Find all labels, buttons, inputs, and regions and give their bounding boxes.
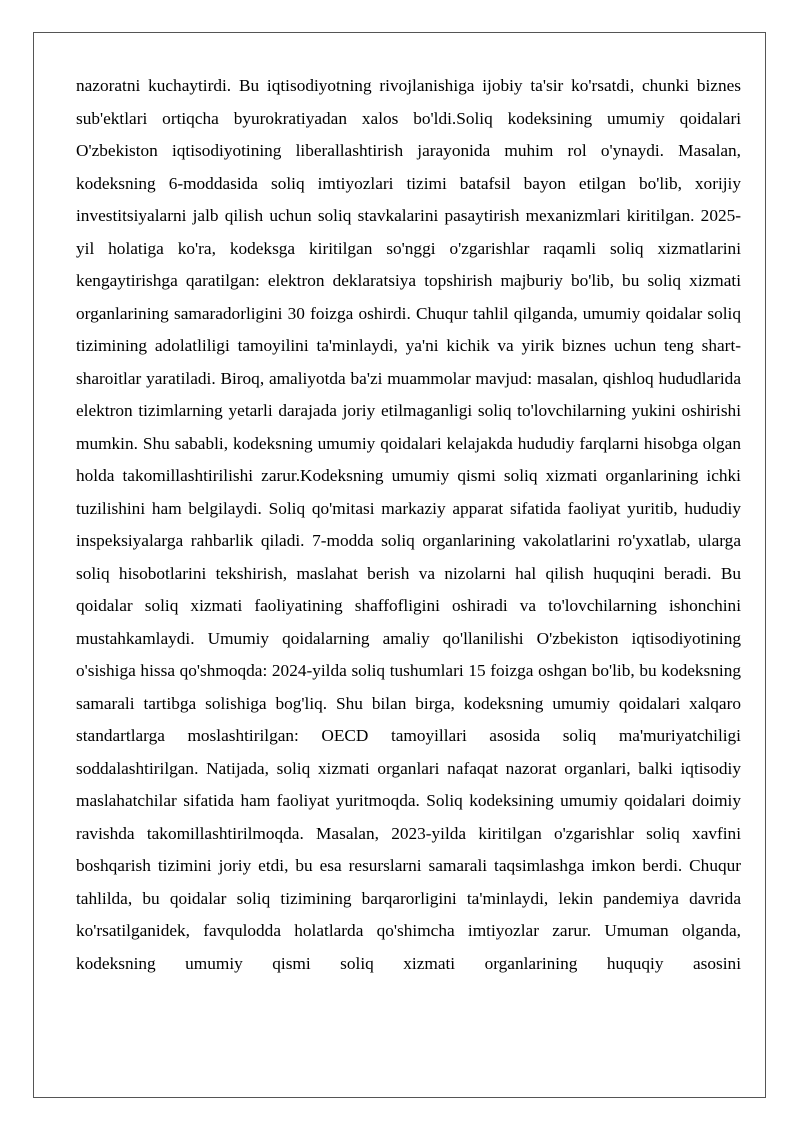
body-paragraph: nazoratni kuchaytirdi. Bu iqtisodiyotning rivojlanishiga ijobiy ta'sir ko'rsatdi, chunki biznes sub'ektlari ortiqcha byurokratiyadan xalos bo'ldi.Soliq kodeksining umumiy qoidalari O'zbekiston iqtisodiyotining liberallashtirish jarayonida muhim rol o'ynaydi. Masalan, kodeksning 6-moddasida soliq imtiyozlari tizimi batafsil bayon etilgan bo'lib, xorijiy investitsiyalarni jalb qilish uchun soliq stavkalarini pasaytirish mexanizmlari kiritilgan. 2025-yil holatiga ko'ra, kodeksga kiritilgan so'nggi o'zgarishlar raqamli soliq xizmatlarini kengaytirishga qaratilgan: elektron deklaratsiya topshirish majburiy bo'lib, bu soliq xizmati organlarining samaradorligini 30 foizga oshirdi. Chuqur tahlil qilganda, umumiy qoidalar soliq tizimining adolatliligi tamoyilini ta'minlaydi, ya'ni kichik va yirik biznes uchun teng shart-sharoitlar yaratiladi. Biroq, amaliyotda ba'zi muammolar mavjud: masalan, qishloq hududlarida elektron tizimlarning yetarli darajada joriy etilmaganligi soliq to'lovchilarning yukini oshirishi mumkin. Shu sababli, kodeksning umumiy qoidalari kelajakda hududiy farqlarni hisobga olgan holda takomillashtirilishi zarur.Kodeksning umumiy qismi soliq xizmati organlarining ichki tuzilishini ham belgilaydi. Soliq qo'mitasi markaziy apparat sifatida faoliyat yuritib, hududiy inspeksiyalarga rahbarlik qiladi. 7-modda soliq organlarining vakolatlarini ro'yxatlab, ularga soliq hisobotlarini tekshirish, maslahat berish va nizolarni hal qilish huquqini beradi. Bu qoidalar soliq xizmati faoliyatining shaffofligini oshiradi va to'lovchilarning ishonchini mustahkamlaydi. Umumiy qoidalarning amaliy qo'llanilishi O'zbekiston iqtisodiyotining o'sishiga hissa qo'shmoqda: 2024-yilda soliq tushumlari 15 foizga oshgan bo'lib, bu kodeksning samarali tartibga solishiga bog'liq. Shu bilan birga, kodeksning umumiy qoidalari xalqaro standartlarga moslashtirilgan: OECD tamoyillari asosida soliq ma'muriyatchiligi soddalashtirilgan. Natijada, soliq xizmati organlari nafaqat nazorat organlari, balki iqtisodiy maslahatchilar sifatida ham faoliyat yuritmoqda. Soliq kodeksining umumiy qoidalari doimiy ravishda takomillashtirilmoqda. Masalan, 2023-yilda kiritilgan o'zgarishlar soliq xavfini boshqarish tizimini joriy etdi, bu esa resurslarni samarali taqsimlashga imkon berdi. Chuqur tahlilda, bu qoidalar soliq tizimining barqarorligini ta'minlaydi, lekin pandemiya davrida ko'rsatilganidek, favqulodda holatlarda qo'shimcha imtiyozlar zarur. Umuman olganda, kodeksning umumiy qismi soliq xizmati organlarining huquqiy asosini xyxy=(76,76,741,973)
